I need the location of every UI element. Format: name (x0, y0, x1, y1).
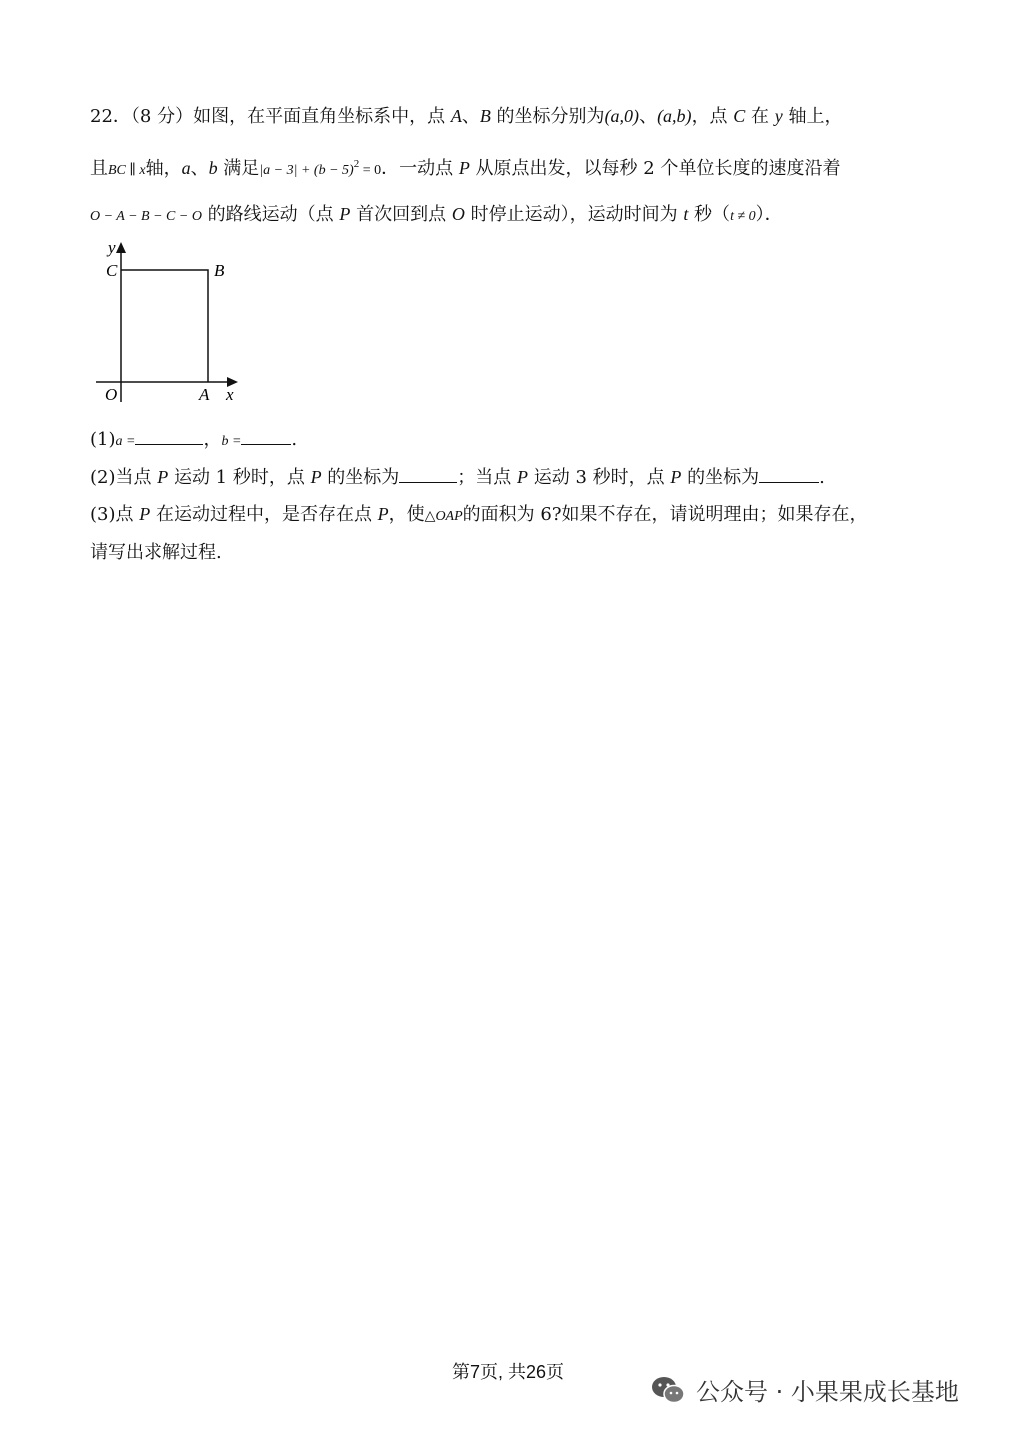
point-p: P (517, 467, 529, 487)
question-score: （8 分） (130, 106, 194, 127)
wechat-icon (650, 1375, 686, 1405)
text: 从原点出发，以每秒 2 个单位长度的速度沿着 (469, 158, 841, 179)
question-line-1 (90, 107, 843, 126)
text: 轴上， (782, 106, 843, 127)
text: 时停止运动），运动时间为 (464, 204, 684, 225)
text: 轴， (145, 158, 182, 179)
text: ．一动点 (381, 158, 459, 179)
text: (2)当点 (90, 467, 158, 488)
rectangle-oabc (121, 270, 208, 382)
answer-blank-1s[interactable] (399, 466, 457, 483)
text: 在 (745, 106, 775, 127)
text: 在运动过程中，是否存在点 (150, 504, 378, 525)
point-p: P (157, 467, 169, 487)
point-b: B (479, 106, 491, 126)
label-b: B (214, 261, 225, 280)
bc-parallel: BC ∥ x (108, 163, 146, 178)
text: (3)点 (90, 504, 140, 525)
text: 的坐标为 (681, 467, 760, 488)
b-label: b = (221, 434, 242, 449)
coordinate-figure (90, 232, 260, 412)
var-t: t (683, 204, 689, 224)
point-a: A (450, 106, 462, 126)
a-label: a = (115, 434, 136, 449)
text: 满足 (217, 158, 260, 179)
text: 的坐标分别为 (490, 106, 605, 127)
text: 的面积为 6?如果不存在，请说明理由；如果存在， (462, 504, 868, 525)
text: 、 (190, 158, 209, 179)
question-line-3 (90, 205, 783, 224)
label-x: x (226, 385, 234, 404)
text: ， (203, 429, 222, 450)
part-3-line-2: 请写出求解过程. (90, 542, 222, 563)
text: 的坐标为 (321, 467, 400, 488)
t-condition: t ≠ 0 (730, 209, 756, 224)
triangle-oap: △OAP (424, 509, 463, 524)
answer-blank-b[interactable] (241, 428, 291, 445)
label-o: O (105, 385, 118, 404)
text: ，使 (388, 504, 425, 525)
equation: |a − 3| + (b − 5) (259, 163, 354, 178)
route: O − A − B − C − O (90, 209, 202, 224)
text: 且 (90, 158, 108, 179)
text: 运动 1 秒时，点 (168, 467, 311, 488)
answer-blank-a[interactable] (135, 428, 203, 445)
point-o: O (451, 204, 465, 224)
text: 如图，在平面直角坐标系中，点 (193, 106, 451, 127)
watermark (650, 1372, 959, 1407)
page-footer: 第7页, 共26页 (452, 1362, 565, 1382)
point-c: C (733, 106, 746, 126)
text: . (291, 429, 298, 450)
point-p: P (458, 158, 470, 178)
label-y: y (108, 238, 116, 257)
label-a: A (199, 385, 210, 404)
part-1 (90, 428, 297, 449)
question-line-2 (90, 159, 840, 178)
exponent: 2 (353, 158, 360, 170)
var-b: b (208, 158, 218, 178)
var-a: a (181, 158, 191, 178)
text: 秒（ (688, 204, 731, 225)
point-p: P (377, 504, 389, 524)
text: . (819, 467, 825, 488)
label-c: C (106, 261, 118, 280)
watermark-text: 公众号 · 小果果成长基地 (696, 1378, 959, 1406)
text: 、 (639, 106, 658, 127)
point-p: P (670, 467, 682, 487)
question-number: 22． (90, 106, 131, 127)
text: ）． (755, 204, 783, 225)
answer-blank-3s[interactable] (759, 466, 819, 483)
point-p: P (310, 467, 322, 487)
coord-b: (a,b) (657, 106, 692, 126)
y-axis-arrow (116, 242, 126, 253)
equation-rhs: = 0 (359, 163, 382, 178)
part-number: (1) (90, 429, 116, 450)
part-3-line-1 (90, 505, 867, 524)
text: ；当点 (457, 467, 518, 488)
text: 运动 3 秒时，点 (528, 467, 671, 488)
coord-a: (a,0) (604, 106, 640, 126)
point-p: P (339, 204, 351, 224)
text: 首次回到点 (350, 204, 452, 225)
text: 的路线运动（点 (201, 204, 340, 225)
text: 、 (461, 106, 480, 127)
y-var: y (774, 106, 783, 126)
text: ，点 (691, 106, 734, 127)
point-p: P (139, 504, 151, 524)
part-2 (90, 466, 825, 487)
